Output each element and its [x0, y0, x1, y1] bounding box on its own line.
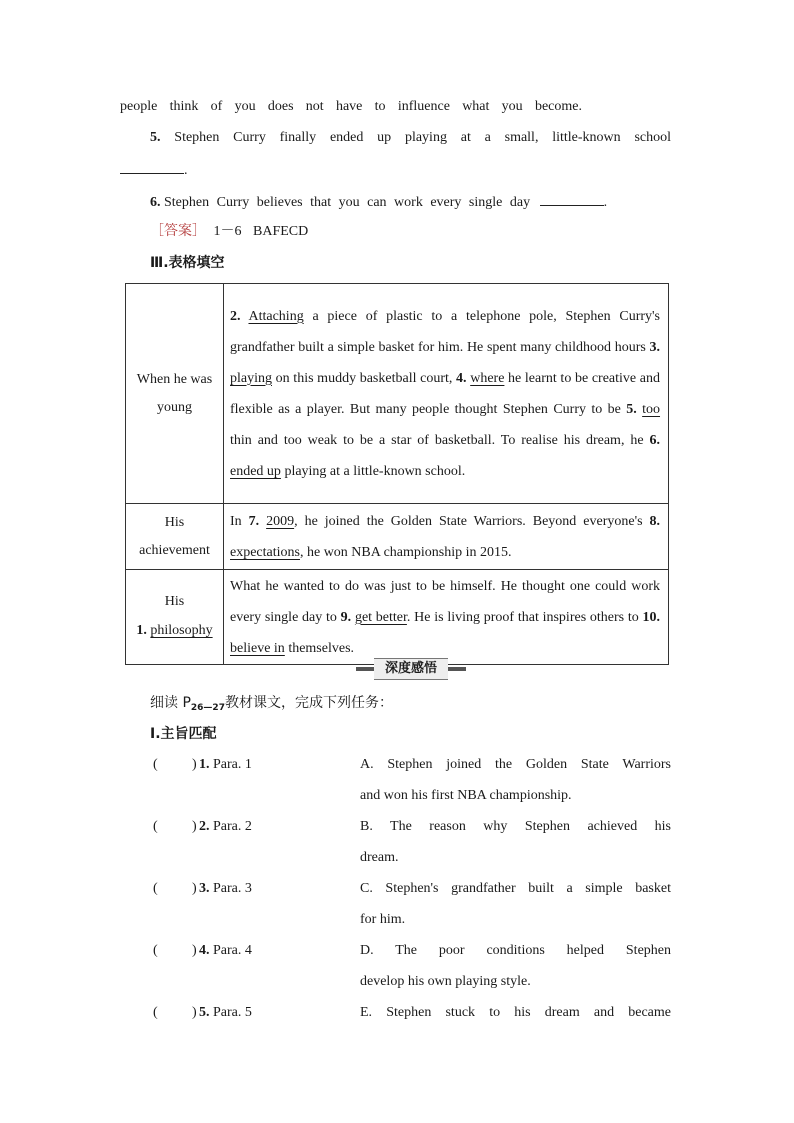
answer-paren-open: (	[153, 757, 158, 772]
answer-paren-open: (	[153, 1005, 158, 1020]
para-number: 4.	[199, 943, 210, 958]
question-6-blank[interactable]	[540, 191, 604, 206]
table-row-achievement	[126, 504, 669, 570]
section-3-title: Ⅲ.表格填空	[150, 255, 225, 271]
section-banner	[356, 658, 466, 678]
text-2: a piece of plastic to a telephone pole, Stephen Curry's grandfather built a simple basket for him. He spent many childhood hours	[230, 308, 660, 355]
option-line-2: and won his first NBA championship.	[360, 788, 572, 803]
answer-slot[interactable]	[164, 1004, 190, 1022]
question-6-period: .	[603, 195, 608, 210]
para-number: 3.	[199, 881, 210, 896]
option-line-2: dream.	[360, 850, 399, 865]
blank-number-4: 4.	[456, 370, 467, 386]
row-content-young	[224, 284, 669, 504]
blank-number-5: 5.	[626, 401, 637, 417]
row-label-achievement-line2: achievement	[139, 542, 210, 558]
answer-paren-close: )	[192, 1005, 197, 1020]
option-line-1: C. Stephen's grandfather built a simple basket	[360, 881, 671, 896]
table-row-philosophy	[126, 570, 669, 665]
table-row-young	[126, 284, 669, 504]
para-name: Para. 2	[213, 819, 252, 834]
row-label-young: When he was young	[126, 284, 224, 504]
summary-table	[125, 283, 669, 665]
blank-number-8: 8.	[649, 513, 660, 529]
para-label	[199, 879, 252, 899]
answer-slot[interactable]	[164, 756, 190, 774]
answer-4: where	[470, 370, 505, 386]
option-line-1: B. The reason why Stephen achieved his	[360, 819, 671, 834]
answer-text: 1－6 BAFECD	[213, 224, 309, 239]
answer-paren-close: )	[192, 757, 197, 772]
blank-number-9: 9.	[340, 609, 352, 625]
question-5-answer-line	[120, 159, 188, 181]
text-7: , he joined the Golden State Warriors. Beyond everyone's	[294, 513, 650, 529]
option-line-1: E. Stephen stuck to his dream and became	[360, 1005, 671, 1020]
answer-7: 2009	[266, 513, 295, 529]
question-5-period: .	[184, 163, 188, 178]
answer-paren-close: )	[192, 881, 197, 896]
row-content-achievement	[224, 504, 669, 570]
question-5-blank[interactable]	[120, 159, 184, 174]
text-3: on this muddy basketball court,	[272, 370, 457, 386]
question-6-text: Stephen Curry believes that you can work every single day	[164, 195, 531, 210]
answer-paren-open: (	[153, 819, 158, 834]
question-5-number: 5.	[150, 130, 161, 145]
blank-number-3: 3.	[649, 339, 660, 355]
answer-paren-close: )	[192, 819, 197, 834]
para-number: 5.	[199, 1005, 210, 1020]
para-name: Para. 1	[213, 757, 252, 772]
text-10: themselves.	[284, 640, 355, 656]
text-6: playing at a little-known school.	[280, 463, 466, 479]
blank-number-7: 7.	[248, 513, 260, 529]
answer-3: playing	[230, 370, 272, 386]
question-6-number: 6.	[150, 195, 161, 210]
answer-5: too	[642, 401, 661, 417]
option-line-2: develop his own playing style.	[360, 974, 531, 989]
banner-title: 深度感悟	[374, 658, 448, 680]
text-4: he learnt to be creative and flexible as a player. But many people thought Stephen Curry to be	[230, 370, 660, 417]
row-label-philosophy-answer	[127, 616, 222, 646]
blank-number-10: 10.	[642, 609, 661, 625]
para-name: Para. 5	[213, 1005, 252, 1020]
text-9-pre: What he wanted to do was just to be himself. He thought one could work every single day to	[230, 578, 660, 625]
answer-10: believe in	[230, 640, 285, 656]
question-6	[150, 191, 607, 213]
para-label	[199, 817, 252, 837]
answer-9: get better	[354, 609, 407, 625]
row-label-philosophy-line1: His	[164, 594, 185, 609]
blank-number-1: 1.	[136, 623, 147, 638]
answer-8: expectations	[230, 544, 300, 560]
answer-slot[interactable]	[164, 880, 190, 898]
text-8: , he won NBA championship in 2015.	[299, 544, 512, 560]
para-number: 1.	[199, 757, 210, 772]
option-line-2: for him.	[360, 912, 406, 927]
answer-slot[interactable]	[164, 818, 190, 836]
banner-left-bar	[356, 667, 374, 671]
answer-2: Attaching	[248, 308, 304, 324]
section-1-title: Ⅰ.主旨匹配	[150, 726, 217, 742]
para-label	[199, 941, 252, 961]
row-label-philosophy	[126, 570, 224, 665]
row-label-achievement-line1: His	[164, 514, 185, 530]
answer-slot[interactable]	[164, 942, 190, 960]
banner-right-bar	[448, 667, 466, 671]
row-label-achievement	[126, 504, 224, 570]
row-content-philosophy	[224, 570, 669, 665]
option-line-1: D. The poor conditions helped Stephen	[360, 943, 671, 958]
answer-paren-open: (	[153, 881, 158, 896]
reading-instruction	[150, 693, 393, 718]
para-name: Para. 3	[213, 881, 252, 896]
instruction-page-range: 26—27	[190, 703, 225, 713]
question-5	[150, 128, 671, 148]
answer-1: philosophy	[150, 623, 213, 638]
instruction-prefix: 细读 P	[150, 695, 191, 711]
blank-number-6: 6.	[649, 432, 660, 448]
para-label	[199, 755, 252, 775]
question-4-continuation: people think of you does not have to influence what you become.	[120, 99, 582, 114]
answer-6: ended up	[230, 463, 281, 479]
text-5: thin and too weak to be a star of basketball. To realise his dream, he	[230, 432, 650, 448]
instruction-suffix: 教材课文，完成下列任务：	[224, 695, 393, 711]
para-number: 2.	[199, 819, 210, 834]
text-7-pre: In	[230, 513, 249, 529]
answer-line	[150, 221, 308, 242]
option-line-1: A. Stephen joined the Golden State Warriors	[360, 757, 671, 772]
answer-paren-close: )	[192, 943, 197, 958]
para-name: Para. 4	[213, 943, 252, 958]
answer-label: ［答案］	[150, 223, 206, 239]
text-9: . He is living proof that inspires others to	[406, 609, 643, 625]
blank-number-2: 2.	[230, 308, 241, 324]
para-label	[199, 1003, 252, 1023]
question-5-text: Stephen Curry finally ended up playing at a small, little-known school	[174, 130, 672, 145]
answer-paren-open: (	[153, 943, 158, 958]
